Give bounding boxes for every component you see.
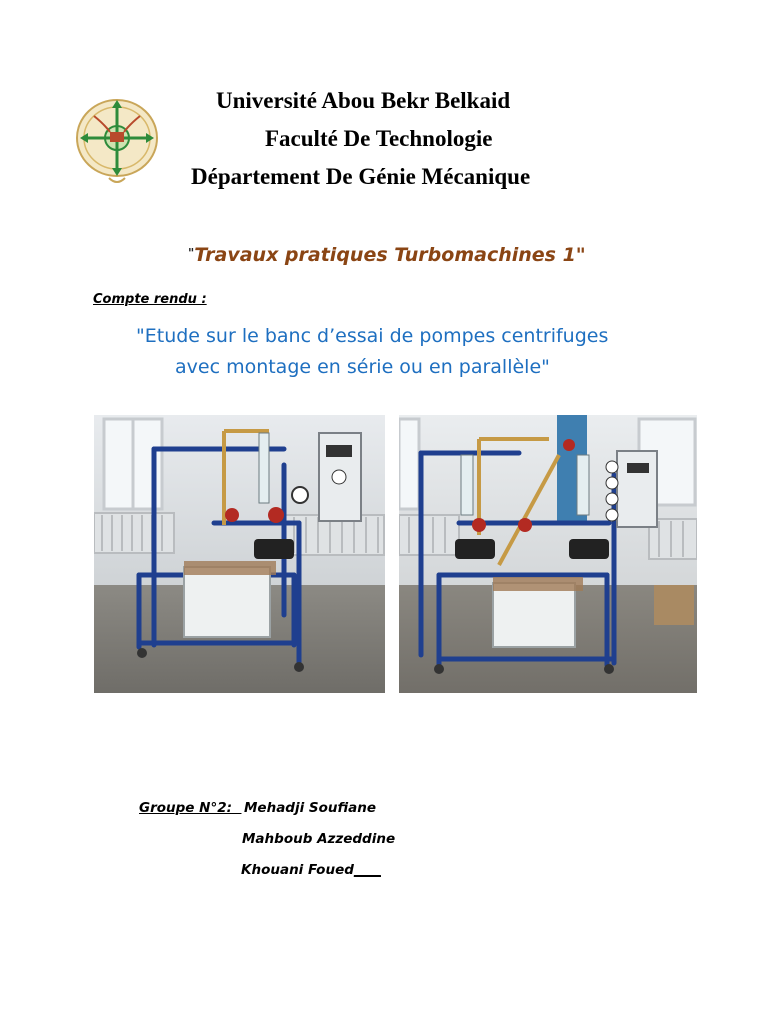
university-name: Université Abou Bekr Belkaid (216, 88, 511, 113)
department-name: Département De Génie Mécanique (191, 164, 531, 189)
university-seal-icon (74, 94, 160, 186)
member-3-underline: ____ (353, 862, 381, 878)
report-title-line-2: avec montage en série ou en parallèle" (175, 356, 550, 378)
report-label: Compte rendu : (93, 292, 207, 307)
course-title-text: Travaux pratiques Turbomachines 1" (194, 244, 586, 266)
pump-test-bench-series-photo (94, 415, 385, 693)
group-label-text: Groupe N°2: (139, 800, 232, 816)
course-open-quote: " (188, 246, 195, 260)
member-1: Mehadji Soufiane (244, 800, 377, 816)
member-3-name: Khouani Foued (241, 862, 354, 878)
pump-test-bench-parallel-photo (399, 415, 697, 693)
member-2: Mahboub Azzeddine (242, 831, 396, 847)
course-title (188, 244, 586, 266)
member-3 (241, 862, 381, 878)
group-label (139, 800, 241, 816)
faculty-name: Faculté De Technologie (265, 126, 493, 151)
group-label-gap (232, 800, 241, 816)
report-title-line-1: "Etude sur le banc d’essai de pompes centrifuges (136, 325, 609, 347)
